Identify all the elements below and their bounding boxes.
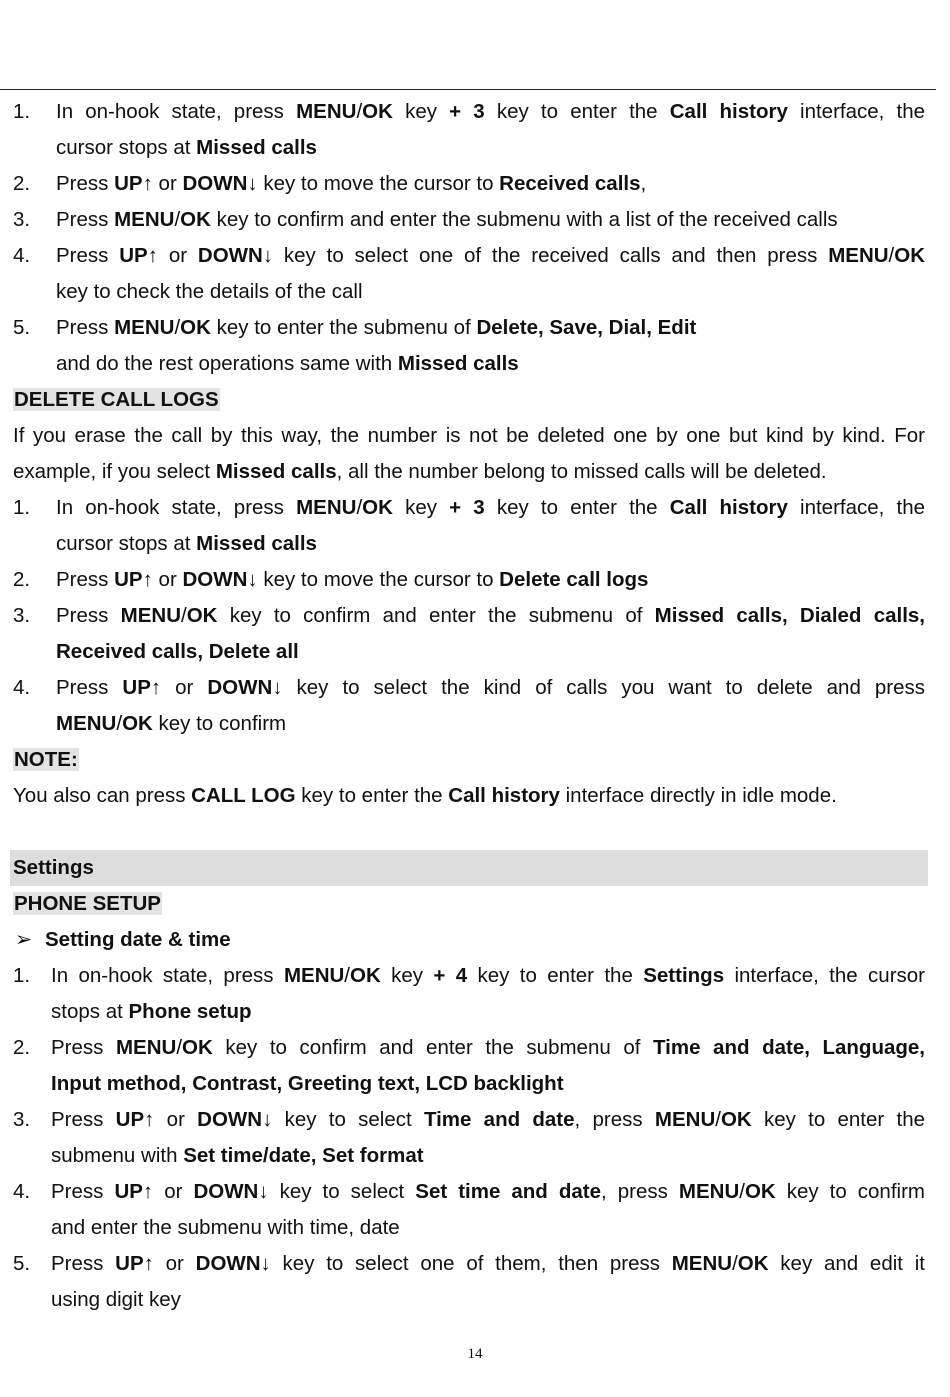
page-number: 14 (467, 1346, 483, 1362)
list-item: 5. Press MENU/OK key to enter the submenu of Delete, Save, Dial, Edit (13, 310, 925, 346)
list-item: 4. Press UP↑ or DOWN↓ key to select Set time and date, press MENU/OK key to confirm (13, 1174, 925, 1210)
list-item: 1. In on-hook state, press MENU/OK key + 3 key to enter the Call history interface, the (13, 490, 925, 526)
list-item-continuation: Input method, Contrast, Greeting text, LCD backlight (51, 1072, 564, 1095)
arrow-down-icon: ↓ (247, 568, 258, 591)
item-number: 4. (13, 244, 31, 267)
list-item-continuation: using digit key (51, 1288, 181, 1311)
list-item: 2. Press UP↑ or DOWN↓ key to move the cursor to Received calls, (13, 166, 925, 202)
item-number: 3. (13, 604, 31, 627)
list-item: 4. Press UP↑ or DOWN↓ key to select the kind of calls you want to delete and press (13, 670, 925, 706)
note-heading: NOTE: (14, 748, 78, 771)
arrow-down-icon: ↓ (260, 1252, 271, 1275)
list-item: 3. Press MENU/OK key to confirm and enter the submenu with a list of the received calls (13, 202, 925, 238)
arrow-up-icon: ↑ (142, 172, 153, 195)
item-number: 2. (13, 1036, 31, 1059)
arrow-up-icon: ↑ (150, 676, 162, 699)
item-number: 4. (13, 1180, 31, 1203)
list-item-continuation: MENU/OK key to confirm (56, 712, 287, 735)
note-paragraph: You also can press CALL LOG key to enter the Call history interface directly in idle mode. (13, 784, 837, 807)
list-item: 2. Press UP↑ or DOWN↓ key to move the cursor to Delete call logs (13, 562, 925, 598)
arrow-up-icon: ↑ (143, 1252, 154, 1275)
list-item-continuation: cursor stops at Missed calls (56, 532, 317, 555)
list-item-continuation: and do the rest operations same with Missed calls (56, 352, 519, 375)
list-item-continuation: stops at Phone setup (51, 1000, 252, 1023)
list-item-continuation: key to check the details of the call (56, 280, 363, 303)
item-number: 3. (13, 1108, 31, 1131)
paragraph-line: example, if you select Missed calls, all the number belong to missed calls will be deleted. (13, 460, 827, 483)
item-number: 3. (13, 208, 31, 231)
list-item: 1. In on-hook state, press MENU/OK key + 4 key to enter the Settings interface, the cursor (13, 958, 925, 994)
item-number: 4. (13, 676, 31, 699)
list-item-continuation: Received calls, Delete all (56, 640, 299, 663)
arrow-down-icon: ↓ (262, 244, 274, 267)
item-number: 1. (13, 964, 31, 987)
delete-call-logs-heading: DELETE CALL LOGS (14, 388, 219, 411)
list-item-continuation: submenu with Set time/date, Set format (51, 1144, 424, 1167)
list-item: 5. Press UP↑ or DOWN↓ key to select one of them, then press MENU/OK key and edit it (13, 1246, 925, 1282)
list-item-continuation: cursor stops at Missed calls (56, 136, 317, 159)
arrow-up-icon: ↑ (144, 1108, 155, 1131)
arrow-bullet-icon: ➢ (15, 928, 33, 951)
arrow-down-icon: ↓ (262, 1108, 273, 1131)
item-number: 1. (13, 496, 31, 519)
list-item: 2. Press MENU/OK key to confirm and enter the submenu of Time and date, Language, (13, 1030, 925, 1066)
arrow-up-icon: ↑ (142, 568, 153, 591)
list-item: 4. Press UP↑ or DOWN↓ key to select one of the received calls and then press MENU/OK (13, 238, 925, 274)
settings-heading: Settings (10, 850, 928, 886)
list-item: 3. Press UP↑ or DOWN↓ key to select Time and date, press MENU/OK key to enter the (13, 1102, 925, 1138)
item-number: 2. (13, 172, 31, 195)
list-item: 1. In on-hook state, press MENU/OK key + 3 key to enter the Call history interface, the (13, 94, 925, 130)
list-item-continuation: and enter the submenu with time, date (51, 1216, 400, 1239)
arrow-down-icon: ↓ (258, 1180, 269, 1203)
item-number: 5. (13, 1252, 31, 1275)
arrow-up-icon: ↑ (142, 1180, 154, 1203)
item-number: 2. (13, 568, 31, 591)
item-number: 5. (13, 316, 31, 339)
blank-line (13, 814, 925, 850)
bullet-item: ➢ Setting date & time (13, 922, 925, 958)
header-rule (0, 89, 936, 90)
paragraph-line: If you erase the call by this way, the number is not be deleted one by one but kind by kind. For (13, 424, 925, 447)
item-number: 1. (13, 100, 31, 123)
list-item: 3. Press MENU/OK key to confirm and enter the submenu of Missed calls, Dialed calls, (13, 598, 925, 634)
phone-setup-heading: PHONE SETUP (14, 892, 161, 915)
page-content (13, 94, 925, 1318)
arrow-up-icon: ↑ (147, 244, 158, 267)
arrow-down-icon: ↓ (272, 676, 283, 699)
arrow-down-icon: ↓ (247, 172, 258, 195)
